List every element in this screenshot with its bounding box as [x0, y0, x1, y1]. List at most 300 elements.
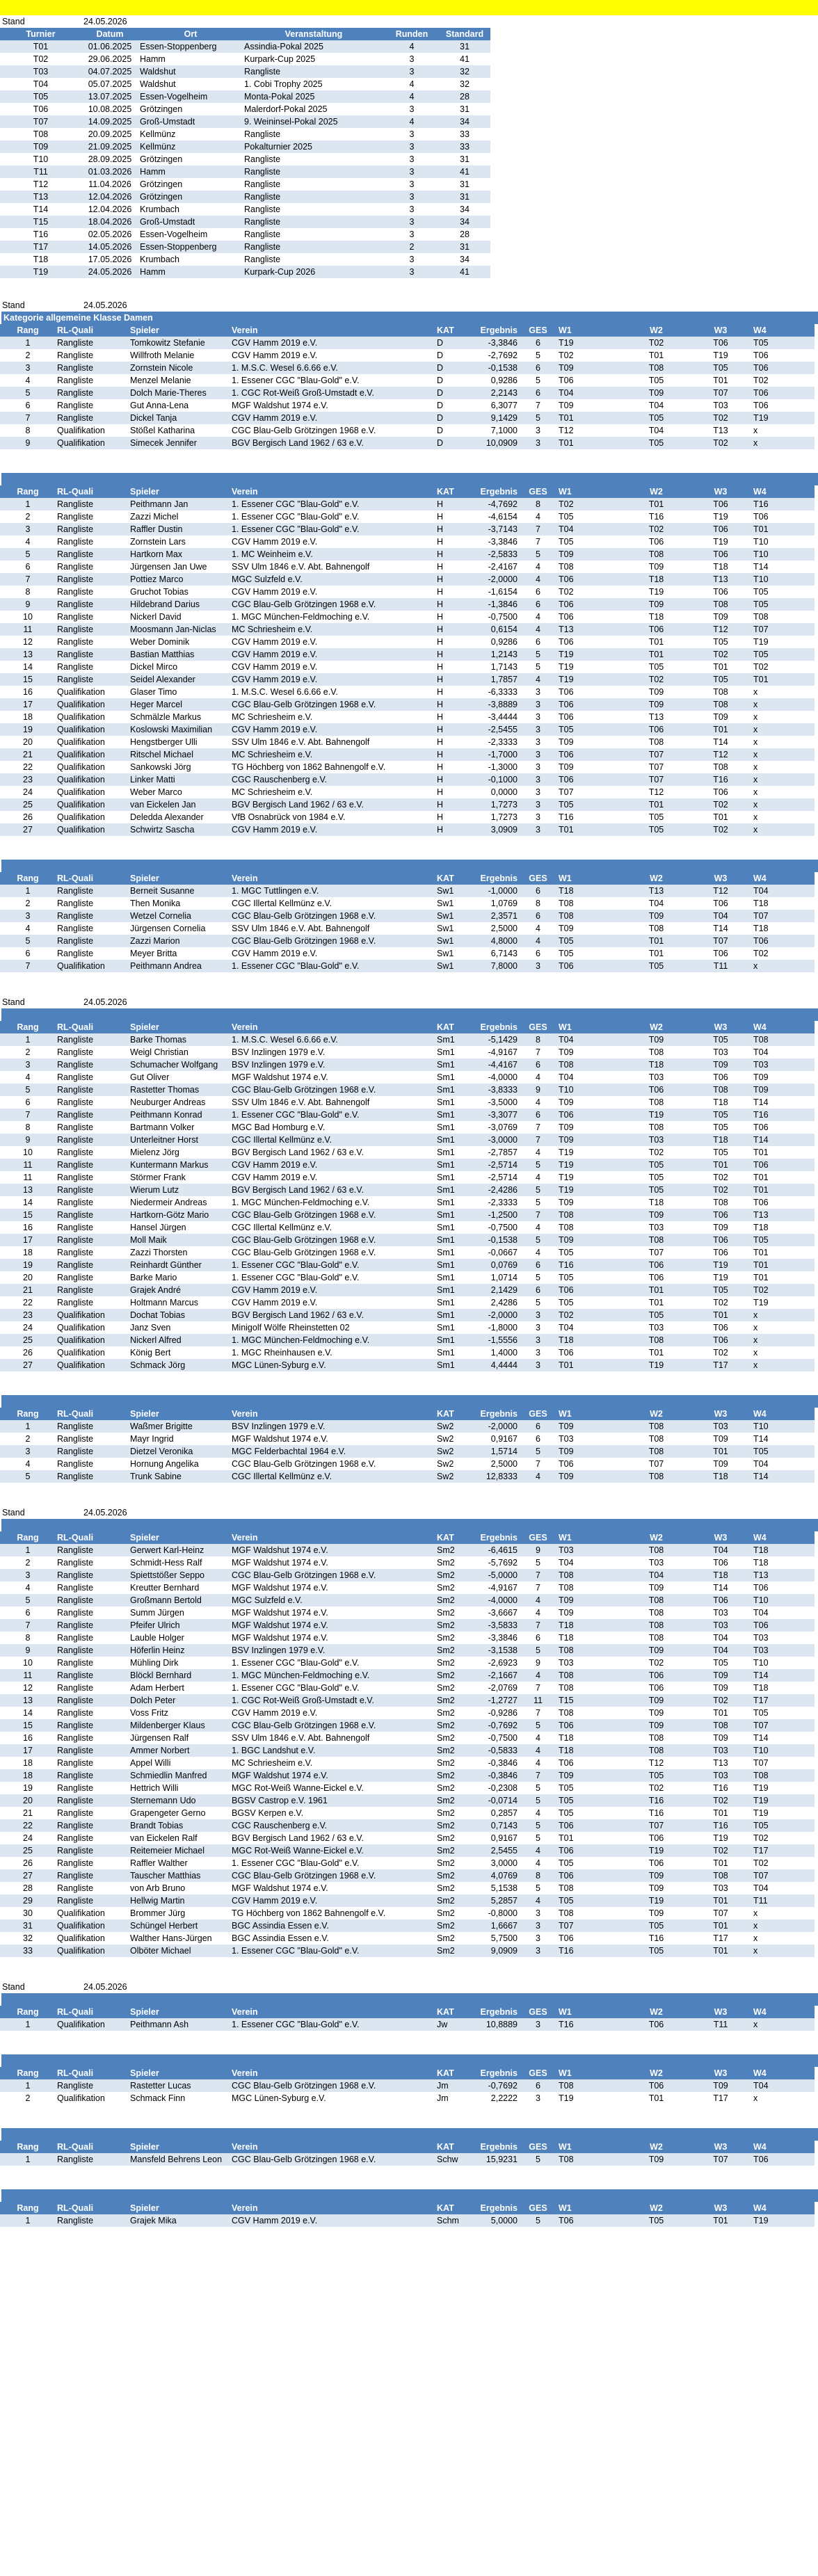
ranking-cell: H — [435, 623, 474, 636]
ranking-cell: T19 — [752, 1296, 815, 1309]
ranking-cell: Hengstberger Ulli — [129, 736, 230, 748]
ranking-cell: Peithmann Jan — [129, 498, 230, 510]
ranking-row — [0, 786, 815, 798]
ranking-cell: 26 — [0, 1346, 56, 1359]
ranking-cell: T01 — [752, 673, 815, 686]
ranking-row — [0, 1857, 815, 1869]
ranking-cell: Sm1 — [435, 1146, 474, 1159]
ranking-cell: T01 — [752, 1271, 815, 1284]
ranking-cell: 11 — [0, 623, 56, 636]
ranking-cell: 3 — [519, 698, 557, 711]
ranking-cell: 1,7143 — [474, 661, 519, 673]
ranking-cell: T02 — [689, 648, 752, 661]
tournament-header-row — [0, 28, 490, 40]
ranking-cell: 5 — [519, 2214, 557, 2227]
ranking-table — [0, 1531, 815, 1957]
ranking-cell: H — [435, 510, 474, 523]
ranking-cell: 5 — [519, 1832, 557, 1844]
tournament-cell: 3 — [385, 103, 439, 115]
ranking-cell: MGF Waldshut 1974 e.V. — [230, 1619, 435, 1632]
tournament-cell: Grötzingen — [138, 191, 243, 203]
ranking-row — [0, 1321, 815, 1334]
ranking-header-cell: Rang — [0, 1531, 56, 1544]
ranking-cell: 1. M.S.C. Wesel 6.6.66 e.V. — [230, 686, 435, 698]
ranking-cell: Sm2 — [435, 1556, 474, 1569]
ranking-cell: -2,5714 — [474, 1159, 519, 1171]
ranking-cell: BGSV Kerpen e.V. — [230, 1807, 435, 1819]
ranking-cell: T03 — [557, 1657, 623, 1669]
ranking-cell: T07 — [752, 623, 815, 636]
ranking-cell: T07 — [752, 910, 815, 922]
tournament-cell: 31 — [439, 40, 490, 53]
ranking-cell: Hettrich Willi — [129, 1782, 230, 1794]
ranking-cell: 18 — [0, 1246, 56, 1259]
tournament-cell: 3 — [385, 203, 439, 216]
ranking-cell: 6 — [519, 885, 557, 897]
ranking-cell: MGF Waldshut 1974 e.V. — [230, 1882, 435, 1894]
ranking-cell: Rangliste — [56, 1732, 129, 1744]
ranking-cell: SSV Ulm 1846 e.V. Abt. Bahnengolf — [230, 561, 435, 573]
ranking-row — [0, 1359, 815, 1371]
ranking-row — [0, 736, 815, 748]
ranking-cell: T14 — [689, 736, 752, 748]
tournament-row — [0, 115, 490, 128]
ranking-cell: Schm — [435, 2214, 474, 2227]
tournament-cell: 21.09.2025 — [81, 140, 138, 153]
ranking-cell: Sm2 — [435, 1919, 474, 1932]
ranking-cell: T09 — [689, 1221, 752, 1234]
ranking-cell: x — [752, 711, 815, 723]
ranking-row — [0, 1644, 815, 1657]
ranking-cell: T18 — [557, 1619, 623, 1632]
ranking-cell: T06 — [752, 2153, 815, 2166]
ranking-cell: Rangliste — [56, 1556, 129, 1569]
ranking-header-row — [0, 1531, 815, 1544]
ranking-cell: T03 — [623, 1321, 689, 1334]
ranking-cell: T09 — [557, 1234, 623, 1246]
ranking-header-cell: GES — [519, 2141, 557, 2153]
ranking-cell: 5 — [519, 548, 557, 561]
ranking-cell: 5 — [0, 1084, 56, 1096]
ranking-cell: Pottiez Marco — [129, 573, 230, 586]
ranking-cell: 21 — [0, 1807, 56, 1819]
ranking-cell: T01 — [689, 2214, 752, 2227]
ranking-cell: T06 — [623, 1271, 689, 1284]
ranking-cell: H — [435, 786, 474, 798]
ranking-cell: T08 — [557, 1669, 623, 1682]
ranking-cell: 9 — [0, 1134, 56, 1146]
ranking-row — [0, 1619, 815, 1632]
ranking-cell: 4 — [519, 1757, 557, 1769]
ranking-cell: Großmann Bertold — [129, 1594, 230, 1607]
tournament-cell: 12.04.2026 — [81, 203, 138, 216]
ranking-row — [0, 1234, 815, 1246]
ranking-cell: Rangliste — [56, 1694, 129, 1707]
ranking-cell: Rangliste — [56, 498, 129, 510]
ranking-header-cell: Spieler — [129, 1021, 230, 1033]
ranking-cell: BGV Bergisch Land 1962 / 63 e.V. — [230, 798, 435, 811]
ranking-cell: T06 — [623, 536, 689, 548]
ranking-row — [0, 723, 815, 736]
ranking-cell: Reitemeier Michael — [129, 1844, 230, 1857]
ranking-cell: 4 — [0, 1458, 56, 1470]
ranking-cell: CGV Hamm 2019 e.V. — [230, 337, 435, 349]
ranking-row — [0, 1694, 815, 1707]
ranking-cell: 1. MC Weinheim e.V. — [230, 548, 435, 561]
tournament-cell: 31 — [439, 103, 490, 115]
ranking-header-cell: KAT — [435, 324, 474, 337]
ranking-header-cell: W3 — [689, 2141, 752, 2153]
ranking-row — [0, 1744, 815, 1757]
ranking-cell: T06 — [752, 349, 815, 362]
ranking-cell: 5 — [519, 661, 557, 673]
ranking-cell: T18 — [689, 1470, 752, 1483]
ranking-cell: CGV Hamm 2019 e.V. — [230, 349, 435, 362]
ranking-cell: T08 — [557, 1644, 623, 1657]
ranking-cell: T18 — [557, 1744, 623, 1757]
tournament-row — [0, 53, 490, 65]
ranking-cell: T06 — [752, 399, 815, 412]
tournament-cell: Malerdorf-Pokal 2025 — [243, 103, 385, 115]
ranking-cell: T02 — [689, 798, 752, 811]
ranking-cell: T05 — [623, 1945, 689, 1957]
ranking-cell: 19 — [0, 723, 56, 736]
ranking-cell: -2,0769 — [474, 1682, 519, 1694]
ranking-cell: 4 — [519, 510, 557, 523]
ranking-cell: T08 — [689, 698, 752, 711]
ranking-cell: T01 — [689, 661, 752, 673]
ranking-header-cell: W3 — [689, 324, 752, 337]
stand-date: 24.05.2026 — [83, 17, 127, 26]
ranking-cell: T19 — [752, 412, 815, 424]
ranking-cell: Störmer Frank — [129, 1171, 230, 1184]
ranking-row — [0, 922, 815, 935]
ranking-cell: Rangliste — [56, 623, 129, 636]
tournament-cell: T09 — [0, 140, 81, 153]
ranking-cell: T06 — [689, 337, 752, 349]
ranking-row — [0, 648, 815, 661]
ranking-cell: CGV Hamm 2019 e.V. — [230, 673, 435, 686]
ranking-header-cell: RL-Quali — [56, 2006, 129, 2018]
ranking-cell: Rangliste — [56, 1171, 129, 1184]
ranking-cell: T02 — [689, 1171, 752, 1184]
ranking-cell: T19 — [689, 349, 752, 362]
tournament-cell: Groß-Umstadt — [138, 115, 243, 128]
ranking-cell: -3,3846 — [474, 337, 519, 349]
ranking-cell: T11 — [752, 1894, 815, 1907]
ranking-cell: T02 — [623, 1146, 689, 1159]
ranking-cell: Rangliste — [56, 1882, 129, 1894]
ranking-cell: 1. Essener CGC "Blau-Gold" e.V. — [230, 510, 435, 523]
ranking-cell: 4 — [519, 673, 557, 686]
tournament-cell: 18.04.2026 — [81, 216, 138, 228]
ranking-cell: Rangliste — [56, 573, 129, 586]
ranking-cell: T09 — [623, 686, 689, 698]
ranking-cell: BGC Assindia Essen e.V. — [230, 1919, 435, 1932]
ranking-cell: 4 — [519, 1146, 557, 1159]
tournament-cell: 3 — [385, 53, 439, 65]
tournament-row — [0, 40, 490, 53]
ranking-cell: Rangliste — [56, 412, 129, 424]
ranking-cell: CGV Hamm 2019 e.V. — [230, 636, 435, 648]
ranking-cell: T19 — [752, 1782, 815, 1794]
ranking-cell: T10 — [752, 1594, 815, 1607]
ranking-header-cell: RL-Quali — [56, 2141, 129, 2153]
ranking-cell: 4 — [519, 1669, 557, 1682]
stand-date: 24.05.2026 — [83, 1508, 127, 1518]
ranking-cell: T18 — [623, 1058, 689, 1071]
ranking-cell: T01 — [557, 1359, 623, 1371]
ranking-cell: Zornstein Lars — [129, 536, 230, 548]
ranking-row — [0, 1682, 815, 1694]
ranking-header-cell: Spieler — [129, 2067, 230, 2079]
ranking-cell: 11 — [0, 1171, 56, 1184]
ranking-cell: T01 — [689, 723, 752, 736]
ranking-cell: Sm2 — [435, 1669, 474, 1682]
ranking-cell: 1. Essener CGC "Blau-Gold" e.V. — [230, 1657, 435, 1669]
ranking-section — [0, 2128, 818, 2166]
ranking-row — [0, 1632, 815, 1644]
ranking-row — [0, 1669, 815, 1682]
ranking-cell: 3 — [0, 910, 56, 922]
ranking-cell: T03 — [623, 1071, 689, 1084]
ranking-cell: T12 — [623, 786, 689, 798]
ranking-cell: Qualifikation — [56, 960, 129, 972]
ranking-cell: T06 — [752, 1196, 815, 1209]
ranking-cell: 1. Essener CGC "Blau-Gold" e.V. — [230, 1109, 435, 1121]
tournament-cell: 28 — [439, 228, 490, 241]
ranking-row — [0, 1259, 815, 1271]
ranking-cell: Koslowski Maximilian — [129, 723, 230, 736]
ranking-cell: T09 — [623, 1209, 689, 1221]
ranking-section — [0, 1395, 818, 1483]
ranking-cell: T16 — [557, 1945, 623, 1957]
ranking-cell: 6,7143 — [474, 947, 519, 960]
ranking-cell: 7 — [519, 523, 557, 536]
ranking-cell: 1 — [0, 1033, 56, 1046]
ranking-cell: T01 — [752, 1184, 815, 1196]
ranking-cell: Qualifikation — [56, 1907, 129, 1919]
ranking-cell: 5 — [0, 935, 56, 947]
ranking-cell: 7 — [0, 573, 56, 586]
ranking-row — [0, 611, 815, 623]
tournament-cell: Waldshut — [138, 65, 243, 78]
ranking-cell: Deledda Alexander — [129, 811, 230, 823]
ranking-cell: T08 — [689, 686, 752, 698]
ranking-cell: CGC Illertal Kellmünz e.V. — [230, 1134, 435, 1146]
ranking-cell: T14 — [752, 1433, 815, 1445]
ranking-cell: x — [752, 1945, 815, 1957]
tournament-row — [0, 78, 490, 90]
ranking-cell: Rangliste — [56, 1894, 129, 1907]
ranking-cell: CGC Illertal Kellmünz e.V. — [230, 1470, 435, 1483]
ranking-cell: König Bert — [129, 1346, 230, 1359]
ranking-cell: Jw — [435, 2018, 474, 2031]
ranking-cell: T17 — [689, 2092, 752, 2104]
ranking-header-cell: W1 — [557, 1531, 623, 1544]
ranking-cell: Sm1 — [435, 1096, 474, 1109]
ranking-section — [0, 1981, 818, 2031]
ranking-cell: Hartkorn Max — [129, 548, 230, 561]
ranking-cell: Minigolf Wölfe Rheinstetten 02 — [230, 1321, 435, 1334]
ranking-cell: T18 — [752, 1221, 815, 1234]
ranking-cell: Rangliste — [56, 1569, 129, 1581]
ranking-cell: Rangliste — [56, 387, 129, 399]
ranking-cell: MGF Waldshut 1974 e.V. — [230, 399, 435, 412]
ranking-cell: T04 — [752, 885, 815, 897]
ranking-cell: x — [752, 736, 815, 748]
ranking-cell: Sm2 — [435, 1819, 474, 1832]
ranking-cell: x — [752, 786, 815, 798]
ranking-cell: 32 — [0, 1932, 56, 1945]
ranking-cell: 7 — [0, 960, 56, 972]
ranking-cell: Rangliste — [56, 897, 129, 910]
ranking-cell: x — [752, 798, 815, 811]
ranking-header-cell: RL-Quali — [56, 485, 129, 498]
ranking-cell: TG Höchberg von 1862 Bahnengolf e.V. — [230, 761, 435, 773]
ranking-cell: T07 — [623, 1246, 689, 1259]
ranking-cell: Qualifikation — [56, 748, 129, 761]
ranking-cell: T09 — [689, 2079, 752, 2092]
ranking-cell: CGV Hamm 2019 e.V. — [230, 648, 435, 661]
ranking-cell: T07 — [689, 935, 752, 947]
ranking-cell: 6 — [519, 1632, 557, 1644]
ranking-cell: 7 — [519, 1682, 557, 1694]
ranking-cell: T18 — [752, 922, 815, 935]
ranking-cell: x — [752, 1359, 815, 1371]
ranking-cell: Tomkowitz Stefanie — [129, 337, 230, 349]
ranking-row — [0, 598, 815, 611]
tournament-cell: T10 — [0, 153, 81, 166]
ranking-cell: T18 — [689, 1134, 752, 1146]
ranking-cell: Linker Matti — [129, 773, 230, 786]
tournament-cell: 3 — [385, 228, 439, 241]
ranking-cell: Ritschel Michael — [129, 748, 230, 761]
ranking-cell: T08 — [623, 1445, 689, 1458]
ranking-cell: x — [752, 761, 815, 773]
ranking-cell: 20 — [0, 1794, 56, 1807]
ranking-cell: Sm1 — [435, 1084, 474, 1096]
ranking-header-cell: KAT — [435, 1531, 474, 1544]
ranking-row — [0, 935, 815, 947]
ranking-cell: T03 — [623, 1556, 689, 1569]
ranking-row — [0, 1769, 815, 1782]
ranking-cell: T05 — [689, 1284, 752, 1296]
ranking-cell: T03 — [623, 1134, 689, 1146]
ranking-cell: T08 — [752, 1769, 815, 1782]
ranking-cell: 1. MGC Rheinhausen e.V. — [230, 1346, 435, 1359]
ranking-row — [0, 1807, 815, 1819]
ranking-cell: T04 — [689, 1544, 752, 1556]
ranking-cell: Stößel Katharina — [129, 424, 230, 437]
tournament-cell: Rangliste — [243, 178, 385, 191]
ranking-cell: Sw1 — [435, 910, 474, 922]
ranking-cell: T06 — [557, 1757, 623, 1769]
ranking-cell: T08 — [623, 1594, 689, 1607]
ranking-cell: Rangliste — [56, 1657, 129, 1669]
ranking-cell: Sw2 — [435, 1445, 474, 1458]
ranking-header-cell: Verein — [230, 1408, 435, 1420]
ranking-cell: -2,0000 — [474, 1309, 519, 1321]
ranking-row — [0, 1470, 815, 1483]
ranking-cell: Janz Sven — [129, 1321, 230, 1334]
ranking-cell: Sm2 — [435, 1607, 474, 1619]
ranking-header-cell: W1 — [557, 1408, 623, 1420]
ranking-cell: x — [752, 823, 815, 836]
ranking-cell: 5 — [519, 1556, 557, 1569]
ranking-cell: T05 — [623, 1159, 689, 1171]
ranking-cell: H — [435, 573, 474, 586]
ranking-cell: -0,0667 — [474, 1246, 519, 1259]
tournament-row — [0, 128, 490, 140]
ranking-cell: 30 — [0, 1907, 56, 1919]
ranking-cell: Gut Oliver — [129, 1071, 230, 1084]
ranking-cell: T16 — [557, 811, 623, 823]
tournament-cell: 31 — [439, 178, 490, 191]
ranking-cell: -0,7500 — [474, 1221, 519, 1234]
ranking-cell: T01 — [623, 349, 689, 362]
ranking-cell: 7,8000 — [474, 960, 519, 972]
ranking-row — [0, 1334, 815, 1346]
ranking-cell: D — [435, 349, 474, 362]
ranking-cell: T03 — [689, 1882, 752, 1894]
ranking-cell: T09 — [623, 1581, 689, 1594]
ranking-cell: T19 — [689, 510, 752, 523]
ranking-header-cell: W3 — [689, 1021, 752, 1033]
ranking-cell: T05 — [557, 935, 623, 947]
ranking-cell: -2,7692 — [474, 349, 519, 362]
ranking-cell: Rangliste — [56, 1844, 129, 1857]
ranking-cell: Sw1 — [435, 897, 474, 910]
ranking-cell: 4 — [519, 1732, 557, 1744]
ranking-cell: Sw1 — [435, 960, 474, 972]
ranking-cell: T16 — [689, 773, 752, 786]
ranking-cell: T06 — [623, 1832, 689, 1844]
ranking-cell: -5,7692 — [474, 1556, 519, 1569]
ranking-cell: Peithmann Andrea — [129, 960, 230, 972]
tournament-cell: T11 — [0, 166, 81, 178]
ranking-cell: T06 — [689, 1334, 752, 1346]
ranking-cell: BGV Bergisch Land 1962 / 63 e.V. — [230, 1309, 435, 1321]
ranking-cell: T19 — [623, 1359, 689, 1371]
ranking-cell: T09 — [623, 1869, 689, 1882]
ranking-cell: MC Schriesheim e.V. — [230, 711, 435, 723]
tournament-cell: 02.05.2026 — [81, 228, 138, 241]
ranking-header-cell: Spieler — [129, 2006, 230, 2018]
ranking-cell: 5 — [519, 1196, 557, 1209]
tournament-cell: 41 — [439, 266, 490, 278]
ranking-header-cell: W4 — [752, 2141, 815, 2153]
ranking-cell: Sankowski Jörg — [129, 761, 230, 773]
ranking-cell: Bartmann Volker — [129, 1121, 230, 1134]
stand-row — [0, 1981, 818, 1993]
ranking-cell: T04 — [689, 1632, 752, 1644]
ranking-cell: 14 — [0, 1707, 56, 1719]
ranking-cell: MC Schriesheim e.V. — [230, 623, 435, 636]
ranking-cell: T09 — [557, 1769, 623, 1782]
ranking-cell: Unterleitner Horst — [129, 1134, 230, 1146]
ranking-cell: 7 — [519, 1619, 557, 1632]
ranking-cell: Sm2 — [435, 1694, 474, 1707]
ranking-cell: T08 — [557, 1907, 623, 1919]
ranking-row — [0, 1707, 815, 1719]
ranking-cell: T04 — [557, 1321, 623, 1334]
ranking-cell: T06 — [623, 2018, 689, 2031]
ranking-cell: BSV Inzlingen 1979 e.V. — [230, 1046, 435, 1058]
ranking-cell: T06 — [752, 1121, 815, 1134]
ranking-row — [0, 1221, 815, 1234]
title-bar — [0, 0, 818, 15]
